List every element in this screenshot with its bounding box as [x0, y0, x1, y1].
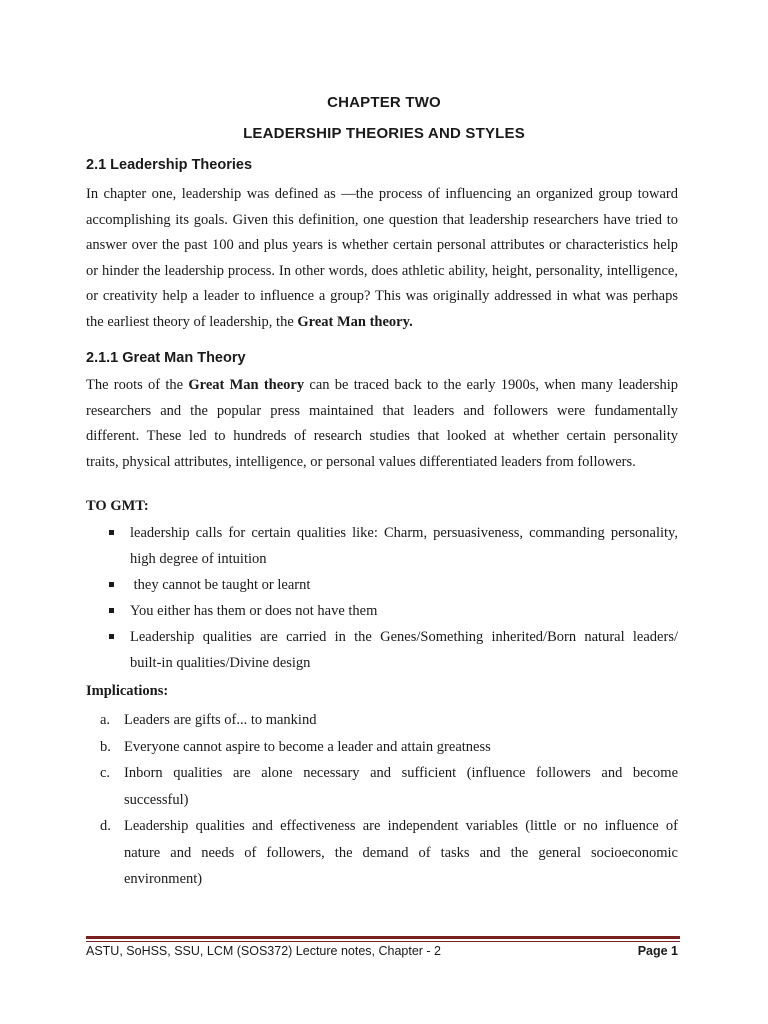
- chapter-subtitle: LEADERSHIP THEORIES AND STYLES: [243, 125, 525, 142]
- list-item: [86, 624, 678, 676]
- square-bullet-icon: [109, 634, 114, 639]
- square-bullet-icon: [109, 530, 114, 535]
- paragraph-line: In chapter one, leadership was defined as —the process of influencing an organized group toward: [86, 186, 678, 202]
- paragraph-line: researchers and the popular press maintained that leaders and followers were fundamentally: [86, 402, 678, 419]
- chapter-title: CHAPTER TWO: [327, 94, 441, 111]
- list-item-text: built-in qualities/Divine design: [130, 655, 311, 671]
- list-item-text: Leadership qualities and effectiveness are independent variables (little or no influence of: [124, 818, 678, 834]
- list-item-text: successful): [124, 791, 189, 808]
- list-marker: b.: [100, 738, 111, 755]
- section-heading-2-1-1: 2.1.1 Great Man Theory: [86, 350, 246, 366]
- list-item-text: environment): [124, 871, 203, 887]
- paragraph-text: The roots of the: [86, 377, 189, 393]
- section-heading-2-1: 2.1 Leadership Theories: [86, 157, 253, 173]
- list-item-text: nature and needs of followers, the demand of tasks and the general socioeconomic: [124, 844, 678, 861]
- list-item-text: they cannot be taught or learnt: [130, 577, 311, 593]
- implications-list: [86, 707, 678, 893]
- paragraph-text: the earliest theory of leadership, the: [86, 313, 298, 330]
- list-item-text: Leadership qualities are carried in the Genes/Something inherited/Born natural leaders/: [130, 629, 678, 645]
- list-item-text: Inborn qualities are alone necessary and sufficient (influence followers and become: [124, 765, 678, 781]
- list-item: [86, 520, 678, 572]
- paragraph-line: accomplishing its goals. Given this definition, one question that leadership researchers have tried to: [86, 211, 678, 228]
- paragraph-line: different. These led to hundreds of research studies that looked at whether certain personality: [86, 428, 678, 444]
- paragraph-line: or creativity help a leader to influence a group? This was originally addressed in what was perhaps: [86, 288, 678, 304]
- list-item: [86, 707, 678, 734]
- square-bullet-icon: [109, 608, 114, 613]
- paragraph-text: can be traced back to the early 1900s, when many leadership: [304, 377, 678, 393]
- great-man-theory-term: Great Man theory: [188, 377, 305, 393]
- paragraph-line: traits, physical attributes, intelligence, or personal values differentiated leaders from followers.: [86, 453, 636, 470]
- to-gmt-label: TO GMT:: [86, 498, 149, 514]
- to-gmt-bullet-list: [86, 520, 678, 676]
- footer-rule-thick: [86, 936, 680, 939]
- great-man-theory-term: Great Man theory.: [297, 313, 413, 330]
- list-item-text: high degree of intuition: [130, 551, 267, 567]
- list-item: [86, 760, 678, 813]
- footer-rule-thin: [86, 941, 680, 942]
- paragraph-line: [86, 373, 678, 399]
- paragraph-line: [86, 310, 678, 336]
- paragraph-line: or hinder the leadership process. In other words, does athletic ability, height, personality, intelligence,: [86, 262, 678, 279]
- implications-label: Implications:: [86, 683, 169, 699]
- list-item: [86, 598, 678, 624]
- list-marker: a.: [100, 712, 111, 728]
- list-item-text: You either has them or does not have them: [130, 603, 378, 619]
- list-item-text: leadership calls for certain qualities like: Charm, persuasiveness, commanding personality,: [130, 525, 678, 541]
- page-number: Page 1: [637, 944, 678, 958]
- list-marker: c.: [100, 765, 111, 781]
- paragraph-leadership-theories: [86, 182, 678, 335]
- list-item-text: Everyone cannot aspire to become a leader and attain greatness: [124, 738, 491, 755]
- paragraph-line: answer over the past 100 and plus years is whether certain personal attributes or characteristics help: [86, 237, 678, 253]
- list-marker: d.: [100, 818, 111, 834]
- list-item: [86, 734, 678, 761]
- list-item: [86, 572, 678, 598]
- footer-course-info: ASTU, SoHSS, SSU, LCM (SOS372) Lecture notes, Chapter - 2: [86, 944, 442, 958]
- list-item: [86, 813, 678, 893]
- list-item-text: Leaders are gifts of... to mankind: [124, 712, 317, 728]
- square-bullet-icon: [109, 582, 114, 587]
- paragraph-great-man-theory: [86, 373, 678, 475]
